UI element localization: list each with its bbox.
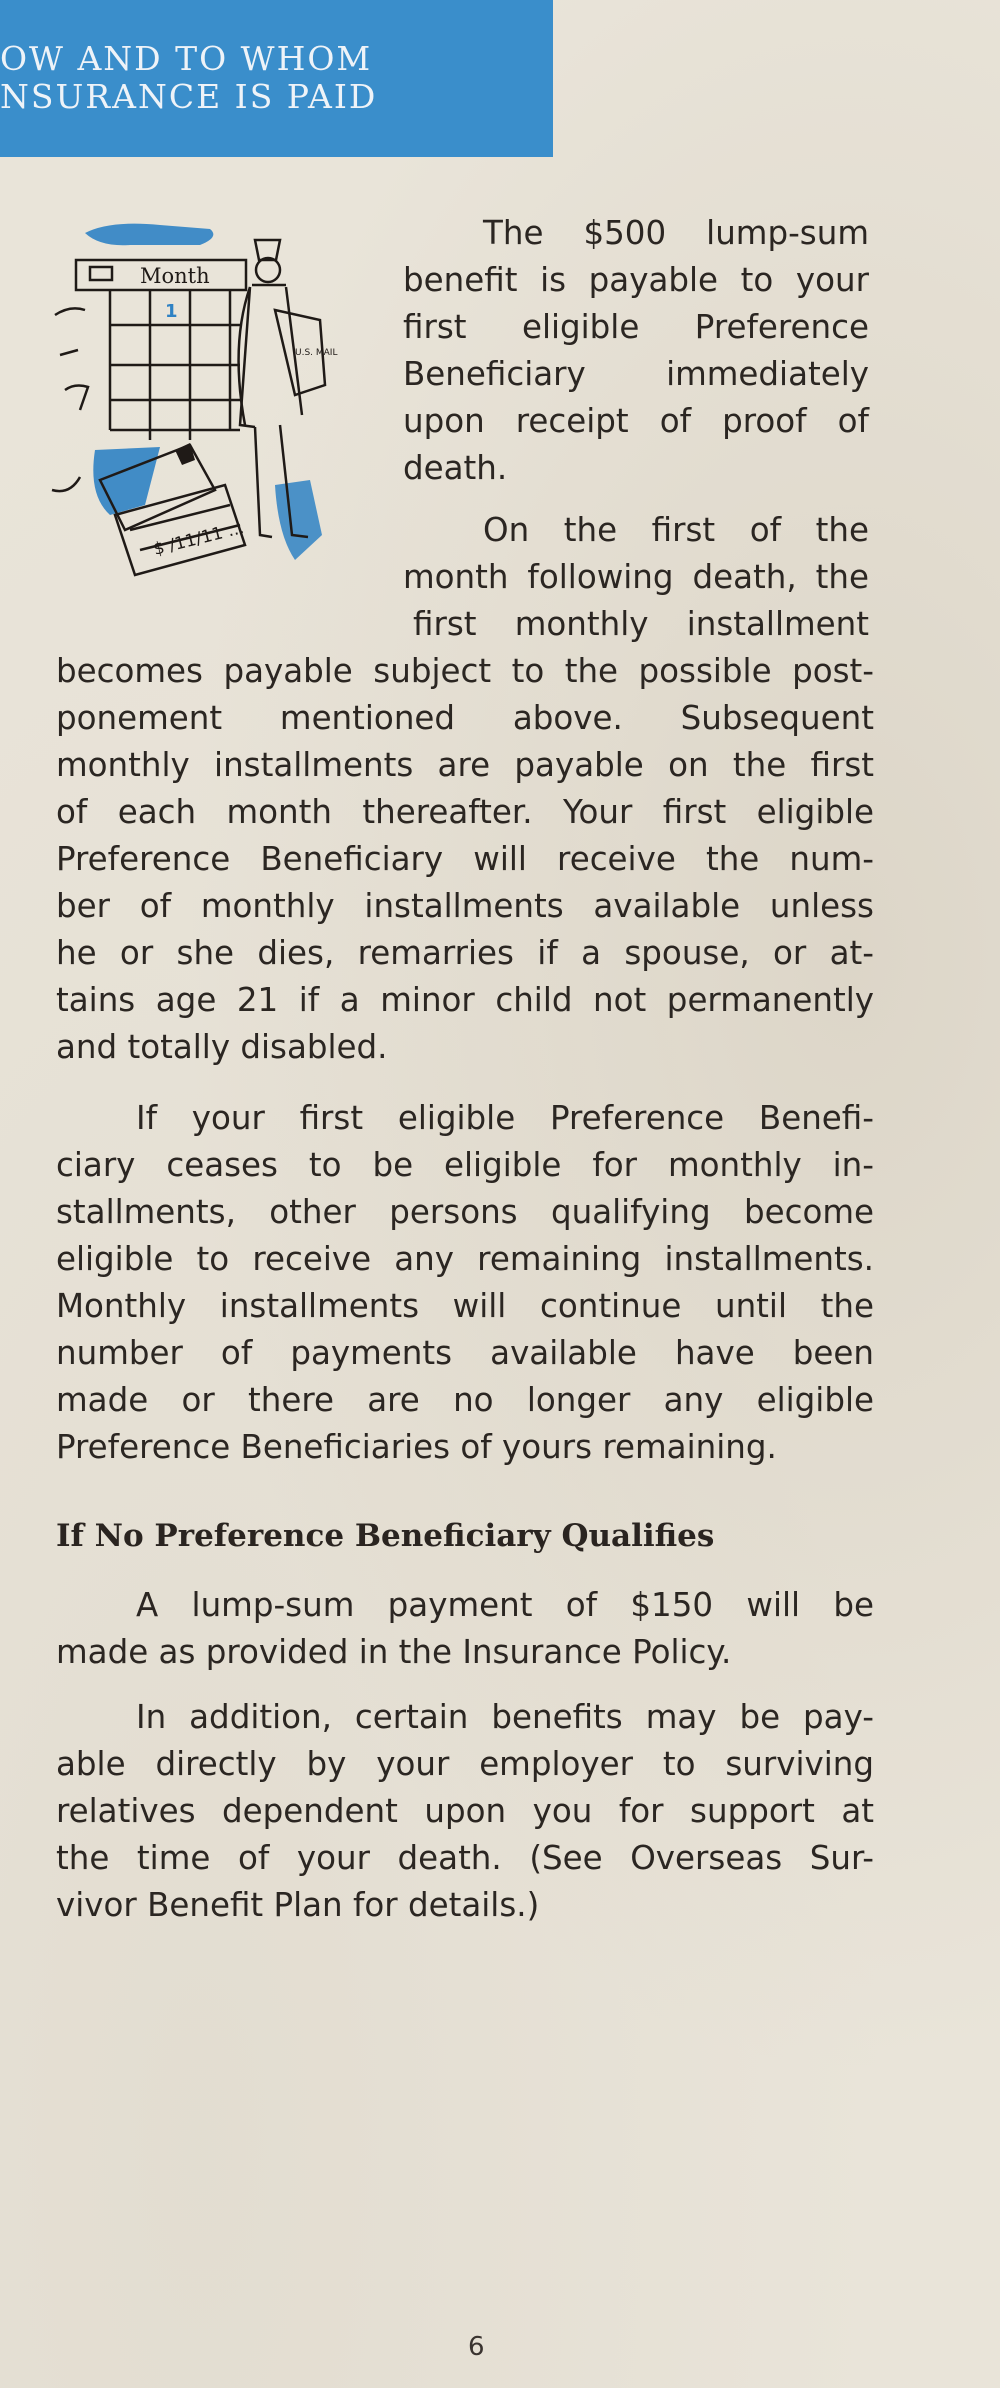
paragraph-1-line-5: upon receipt of proof of [403,402,869,440]
paragraph-2-line-6: monthly installments are payable on the first [56,746,874,784]
paragraph-2-line-5: ponement mentioned above. Subsequent [56,699,874,737]
paragraph-3-line-8: Preference Beneficiaries of yours remaining. [56,1428,777,1466]
paragraph-5-line-4: the time of your death. (See Overseas Sur- [56,1839,874,1877]
paragraph-1-line-4: Beneficiary immediately [403,355,869,393]
paragraph-3-line-5: Monthly installments will continue until the [56,1287,874,1325]
paragraph-2-line-12: and totally disabled. [56,1028,388,1066]
mailbag-label: U.S. MAIL [295,348,338,358]
paragraph-3-line-1: If your first eligible Preference Benefi- [136,1099,874,1137]
calendar-day-mark: 1 [165,301,178,322]
paragraph-3-line-2: ciary ceases to be eligible for monthly in- [56,1146,874,1184]
paragraph-1-line-6: death. [403,449,508,487]
paragraph-2-line-7: of each month thereafter. Your first eligible [56,793,874,831]
section-banner [0,0,553,157]
paragraph-2-line-3: first monthly installment [413,605,869,643]
paragraph-2-line-2: month following death, the [403,558,869,596]
paragraph-4-line-2: made as provided in the Insurance Policy. [56,1633,732,1671]
page-number: 6 [468,2332,485,2362]
calendar-month-label: Month [140,264,210,288]
section-heading: If No Preference Beneficiary Qualifies [56,1518,715,1554]
paragraph-5-line-2: able directly by your employer to surviving [56,1745,874,1783]
paragraph-3-line-4: eligible to receive any remaining installments. [56,1240,874,1278]
paragraph-5-line-3: relatives dependent upon you for support at [56,1792,874,1830]
paragraph-2-line-4: becomes payable subject to the possible post- [56,652,874,690]
mailman-calendar-illustration [40,215,380,595]
paragraph-2-line-8: Preference Beneficiary will receive the num- [56,840,874,878]
paragraph-3-line-7: made or there are no longer any eligible [56,1381,874,1419]
banner-title-line-2: NSURANCE IS PAID [0,77,378,116]
paragraph-3-line-3: stallments, other persons qualifying become [56,1193,874,1231]
check-text: $ /11/11 ... [151,518,247,560]
paragraph-2-line-10: he or she dies, remarries if a spouse, or at- [56,934,874,972]
paragraph-2-line-1: On the first of the [483,511,869,549]
banner-title-line-1: OW AND TO WHOM [0,39,373,78]
paragraph-5-line-1: In addition, certain benefits may be pay- [136,1698,874,1736]
paragraph-4-line-1: A lump-sum payment of $150 will be [136,1586,874,1624]
paragraph-1-line-2: benefit is payable to your [403,261,869,299]
paragraph-2-line-9: ber of monthly installments available unless [56,887,874,925]
paragraph-1-line-1: The $500 lump-sum [483,214,869,252]
paragraph-2-line-11: tains age 21 if a minor child not permanently [56,981,874,1019]
paragraph-5-line-5: vivor Benefit Plan for details.) [56,1886,540,1924]
paragraph-1-line-3: first eligible Preference [403,308,869,346]
paragraph-3-line-6: number of payments available have been [56,1334,874,1372]
